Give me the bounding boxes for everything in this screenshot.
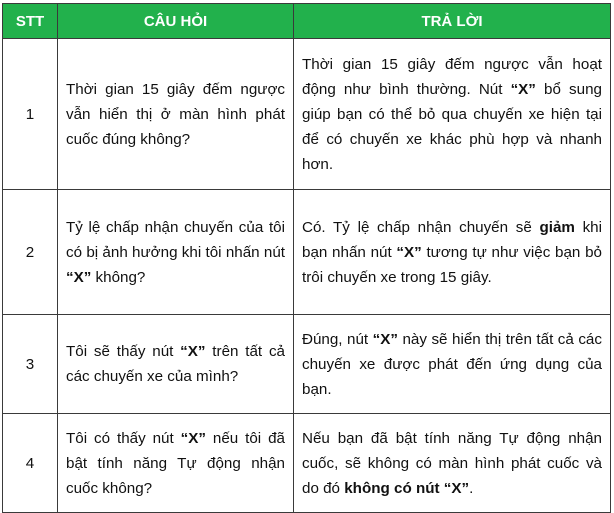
header-answer: TRẢ LỜI bbox=[294, 4, 611, 39]
question-cell bbox=[58, 315, 294, 414]
text-segment: Nếu bạn đã bật tính năng Tự động nhận cuốc, sẽ không có màn hình phát cuốc và do đó bbox=[302, 429, 602, 497]
header-question: CÂU HỎI bbox=[58, 4, 294, 39]
header-stt: STT bbox=[3, 4, 58, 39]
question-cell bbox=[58, 414, 294, 513]
question-cell bbox=[58, 190, 294, 315]
answer-cell bbox=[294, 315, 611, 414]
row-number: 3 bbox=[3, 315, 58, 414]
bold-text: không có nút “X” bbox=[344, 479, 470, 497]
bold-text: giảm bbox=[539, 218, 575, 236]
text-segment: Thời gian 15 giây đếm ngược vẫn hiển thị ở màn hình phát cuốc đúng không? bbox=[66, 80, 285, 148]
text-segment: Tôi sẽ thấy nút bbox=[66, 343, 181, 360]
row-number: 2 bbox=[3, 190, 58, 315]
answer-cell bbox=[294, 414, 611, 513]
bold-text: “X” bbox=[372, 330, 398, 348]
row-number: 4 bbox=[3, 414, 58, 513]
bold-text: “X” bbox=[180, 343, 206, 360]
bold-text: “X” bbox=[180, 429, 206, 447]
text-segment: Đúng, nút bbox=[302, 330, 373, 348]
row-number: 1 bbox=[3, 39, 58, 190]
text-segment: Tôi có thấy nút bbox=[66, 429, 181, 447]
bold-text: “X” bbox=[510, 80, 536, 98]
text-segment: bổ sung giúp bạn có thể bỏ qua chuyến xe hiện tại để có chuyến xe khác phù hợp và nhanh hơn. bbox=[302, 80, 602, 173]
text-segment: nếu tôi đã bật tính năng Tự động nhận cuốc không? bbox=[66, 429, 285, 497]
text-segment: khi bạn nhấn nút bbox=[302, 218, 602, 261]
answer-cell bbox=[294, 39, 611, 190]
text-segment: Thời gian 15 giây đếm ngược vẫn hoạt động như bình thường. Nút bbox=[302, 55, 602, 98]
text-segment: này sẽ hiển thị trên tất cả các chuyến xe được phát đến ứng dụng của bạn. bbox=[302, 330, 602, 398]
table-row bbox=[3, 39, 611, 190]
bold-text: “X” bbox=[66, 268, 92, 286]
question-cell bbox=[58, 39, 294, 190]
table-row bbox=[3, 190, 611, 315]
table-row bbox=[3, 414, 611, 513]
text-segment: Có. Tỷ lệ chấp nhận chuyến sẽ bbox=[302, 218, 540, 236]
table-row bbox=[3, 315, 611, 414]
header-row bbox=[3, 4, 611, 39]
text-segment: trên tất cả các chuyến xe của mình? bbox=[66, 343, 285, 385]
text-segment: tương tự như việc bạn bỏ trôi chuyến xe trong 15 giây. bbox=[302, 243, 602, 286]
bold-text: “X” bbox=[396, 243, 422, 261]
faq-table bbox=[2, 3, 611, 513]
answer-cell bbox=[294, 190, 611, 315]
text-segment: không? bbox=[91, 268, 146, 286]
text-segment: Tỷ lệ chấp nhận chuyến của tôi có bị ảnh hưởng khi tôi nhấn nút bbox=[66, 218, 285, 261]
text-segment: . bbox=[469, 479, 474, 497]
